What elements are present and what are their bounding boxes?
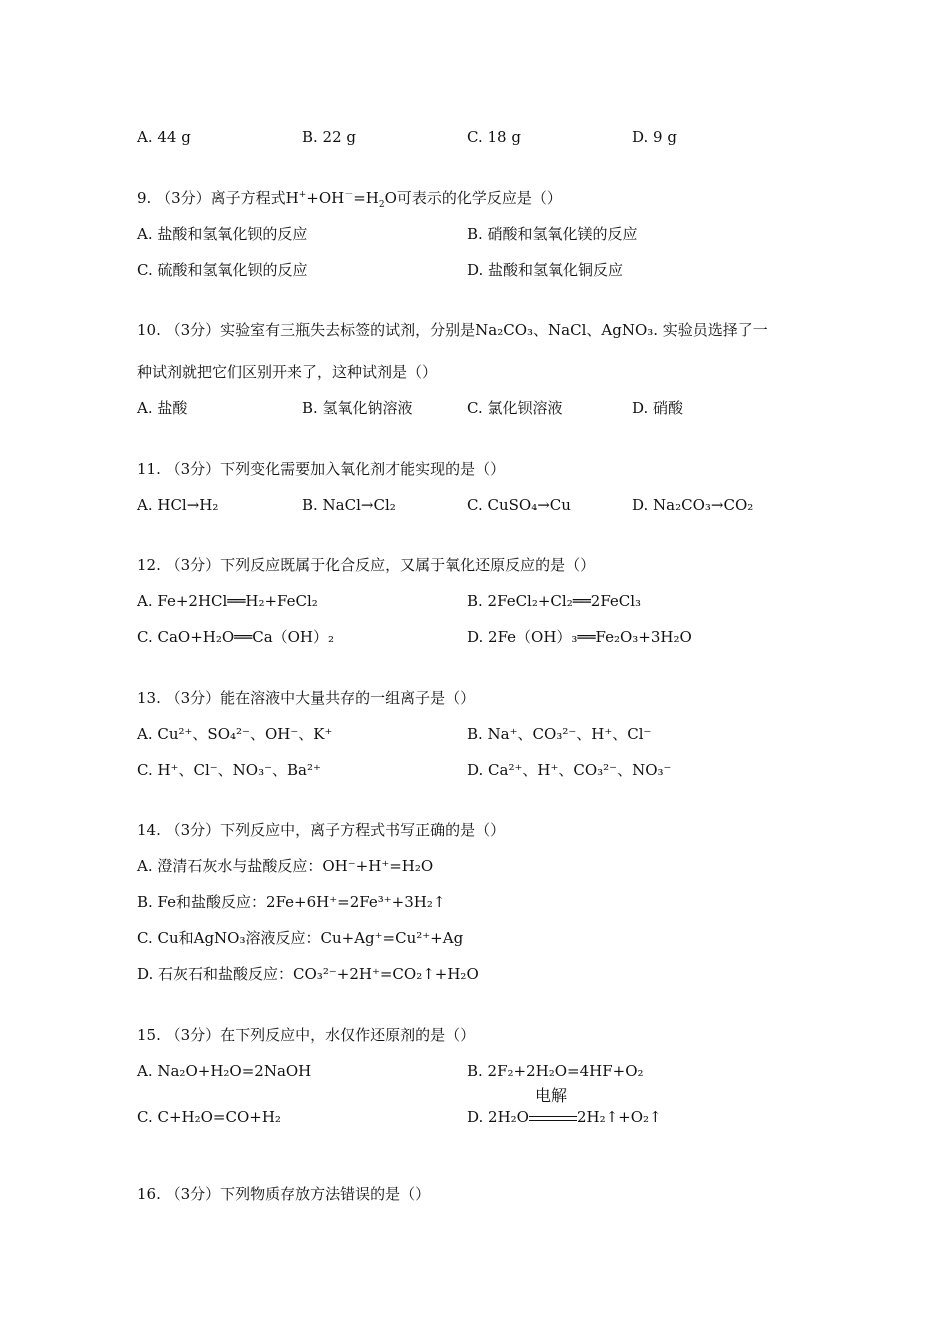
q12-option-d: D. 2Fe（OH）₃══Fe₂O₃+3H₂O bbox=[467, 628, 692, 646]
q11-option-b: B. NaCl→Cl₂ bbox=[302, 496, 396, 514]
q9-option-a: A. 盐酸和氢氧化钡的反应 bbox=[137, 225, 308, 243]
q12-stem: 12. （3分）下列反应既属于化合反应，又属于氧化还原反应的是（） bbox=[137, 556, 596, 574]
q11-option-c: C. CuSO₄→Cu bbox=[467, 496, 571, 514]
q12-option-b: B. 2FeCl₂+Cl₂══2FeCl₃ bbox=[467, 592, 642, 610]
q14-option-c: C. Cu和AgNO₃溶液反应：Cu+Ag⁺=Cu²⁺+Ag bbox=[137, 929, 464, 947]
q13-stem: 13. （3分）能在溶液中大量共存的一组离子是（） bbox=[137, 689, 476, 707]
q13-option-d: D. Ca²⁺、H⁺、CO₃²⁻、NO₃⁻ bbox=[467, 761, 672, 779]
q16-stem: 16. （3分）下列物质存放方法错误的是（） bbox=[137, 1185, 431, 1203]
q10-option-a: A. 盐酸 bbox=[137, 399, 188, 417]
q8-option-d: D. 9 g bbox=[632, 128, 677, 146]
q11-option-a: A. HCl→H₂ bbox=[137, 496, 219, 514]
q9-option-d: D. 盐酸和氢氧化铜反应 bbox=[467, 261, 624, 279]
q15-option-c: C. C+H₂O=CO+H₂ bbox=[137, 1108, 281, 1126]
q9-option-c: C. 硫酸和氢氧化钡的反应 bbox=[137, 261, 308, 279]
q11-stem: 11. （3分）下列变化需要加入氧化剂才能实现的是（） bbox=[137, 460, 506, 478]
q10-option-d: D. 硝酸 bbox=[632, 399, 684, 417]
q14-option-a: A. 澄清石灰水与盐酸反应：OH⁻+H⁺=H₂O bbox=[137, 857, 434, 875]
q15-option-a: A. Na₂O+H₂O=2NaOH bbox=[137, 1062, 312, 1080]
q8-option-c: C. 18 g bbox=[467, 128, 521, 146]
electrolysis-equals-sign: 电解 bbox=[529, 1108, 577, 1128]
q14-option-b: B. Fe和盐酸反应：2Fe+6H⁺=2Fe³⁺+3H₂↑ bbox=[137, 893, 446, 911]
q15-stem: 15. （3分）在下列反应中，水仅作还原剂的是（） bbox=[137, 1026, 476, 1044]
q8-option-a: A. 44 g bbox=[137, 128, 191, 146]
q15-option-b: B. 2F₂+2H₂O=4HF+O₂ bbox=[467, 1062, 644, 1080]
q15-option-d: D. 2H₂O 电解 2H₂↑+O₂↑ bbox=[467, 1086, 662, 1126]
q14-option-d: D. 石灰石和盐酸反应：CO₃²⁻+2H⁺=CO₂↑+H₂O bbox=[137, 965, 479, 983]
q10-option-b: B. 氢氧化钠溶液 bbox=[302, 399, 413, 417]
q13-option-b: B. Na⁺、CO₃²⁻、H⁺、Cl⁻ bbox=[467, 725, 652, 743]
q9-option-b: B. 硝酸和氢氧化镁的反应 bbox=[467, 225, 638, 243]
q10-stem-line2: 种试剂就把它们区别开来了，这种试剂是（） bbox=[137, 363, 438, 381]
q12-option-a: A. Fe+2HCl══H₂+FeCl₂ bbox=[137, 592, 318, 610]
q14-stem: 14. （3分）下列反应中，离子方程式书写正确的是（） bbox=[137, 821, 506, 839]
q10-option-c: C. 氯化钡溶液 bbox=[467, 399, 563, 417]
q9-stem: 9. （3分）离子方程式$H^++OH^-=H_2O$可表示的化学反应是（） bbox=[137, 189, 562, 210]
q11-option-d: D. Na₂CO₃→CO₂ bbox=[632, 496, 754, 514]
q10-stem-line1: 10. （3分）实验室有三瓶失去标签的试剂，分别是Na₂CO₃、NaCl、AgNO₃. 实验员选择了一 bbox=[137, 321, 768, 339]
q12-option-c: C. CaO+H₂O══Ca（OH）₂ bbox=[137, 628, 335, 646]
q8-option-b: B. 22 g bbox=[302, 128, 357, 146]
q13-option-a: A. Cu²⁺、SO₄²⁻、OH⁻、K⁺ bbox=[137, 725, 333, 743]
q13-option-c: C. H⁺、Cl⁻、NO₃⁻、Ba²⁺ bbox=[137, 761, 321, 779]
